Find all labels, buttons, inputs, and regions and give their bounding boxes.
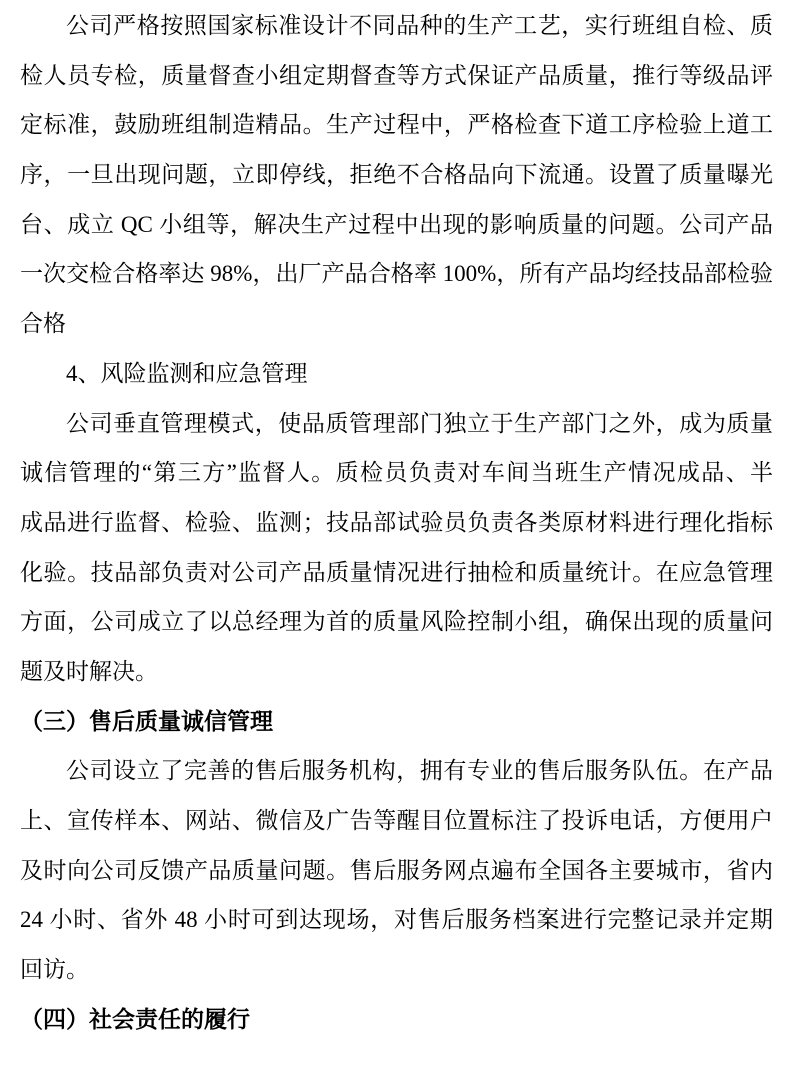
text-line: （三）售后质量诚信管理 — [20, 708, 273, 734]
text-line: 公司严格按照国家标准设计不同品种的生产工艺，实行班组自检、质 — [66, 13, 773, 38]
text-line: 化验。技品部负责对公司产品质量情况进行抽检和质量统计。在应急管理 — [20, 559, 773, 585]
text-line: （四）社会责任的履行 — [20, 1006, 250, 1032]
text-line: 方面，公司成立了以总经理为首的质量风险控制小组，确保出现的质量问 — [20, 609, 773, 635]
text-line: 上、宣传样本、网站、微信及广告等醒目位置标注了投诉电话，方便用户 — [20, 808, 773, 833]
text-line: 序，一旦出现问题，立即停线，拒绝不合格品向下流通。设置了质量曝光 — [20, 162, 773, 188]
text-line: 一次交检合格率达 98%，出厂产品合格率 100%，所有产品均经技品部检验 — [20, 261, 773, 287]
text-line: 合格 — [20, 311, 66, 337]
text-line: 回访。 — [20, 957, 89, 983]
numbered-subheading — [20, 349, 773, 399]
paragraph — [20, 1, 773, 349]
text-line: 检人员专检，质量督查小组定期督查等方式保证产品质量，推行等级品评 — [20, 62, 773, 88]
section-heading — [20, 697, 773, 747]
text-line: 题及时解决。 — [20, 658, 158, 684]
text-line: 定标准，鼓励班组制造精品。生产过程中，严格检查下道工序检验上道工 — [20, 112, 773, 138]
paragraph — [20, 746, 773, 994]
text-line: 公司设立了完善的售后服务机构，拥有专业的售后服务队伍。在产品 — [66, 758, 773, 784]
section-heading — [20, 995, 773, 1045]
text-line: 24 小时、省外 48 小时可到达现场，对售后服务档案进行完整记录并定期 — [20, 907, 773, 933]
text-line: 4、风险监测和应急管理 — [66, 360, 308, 386]
text-line: 诚信管理的“第三方”监督人。质检员负责对车间当班生产情况成品、半 — [20, 460, 773, 486]
text-line: 及时向公司反馈产品质量问题。售后服务网点遍布全国各主要城市，省内 — [20, 857, 773, 883]
paragraph — [20, 399, 773, 697]
text-line: 成品进行监督、检验、监测；技品部试验员负责各类原材料进行理化指标 — [20, 509, 773, 535]
text-line: 公司垂直管理模式，使品质管理部门独立于生产部门之外，成为质量 — [66, 410, 773, 436]
text-line: 台、成立 QC 小组等，解决生产过程中出现的影响质量的问题。公司产品 — [20, 211, 773, 237]
